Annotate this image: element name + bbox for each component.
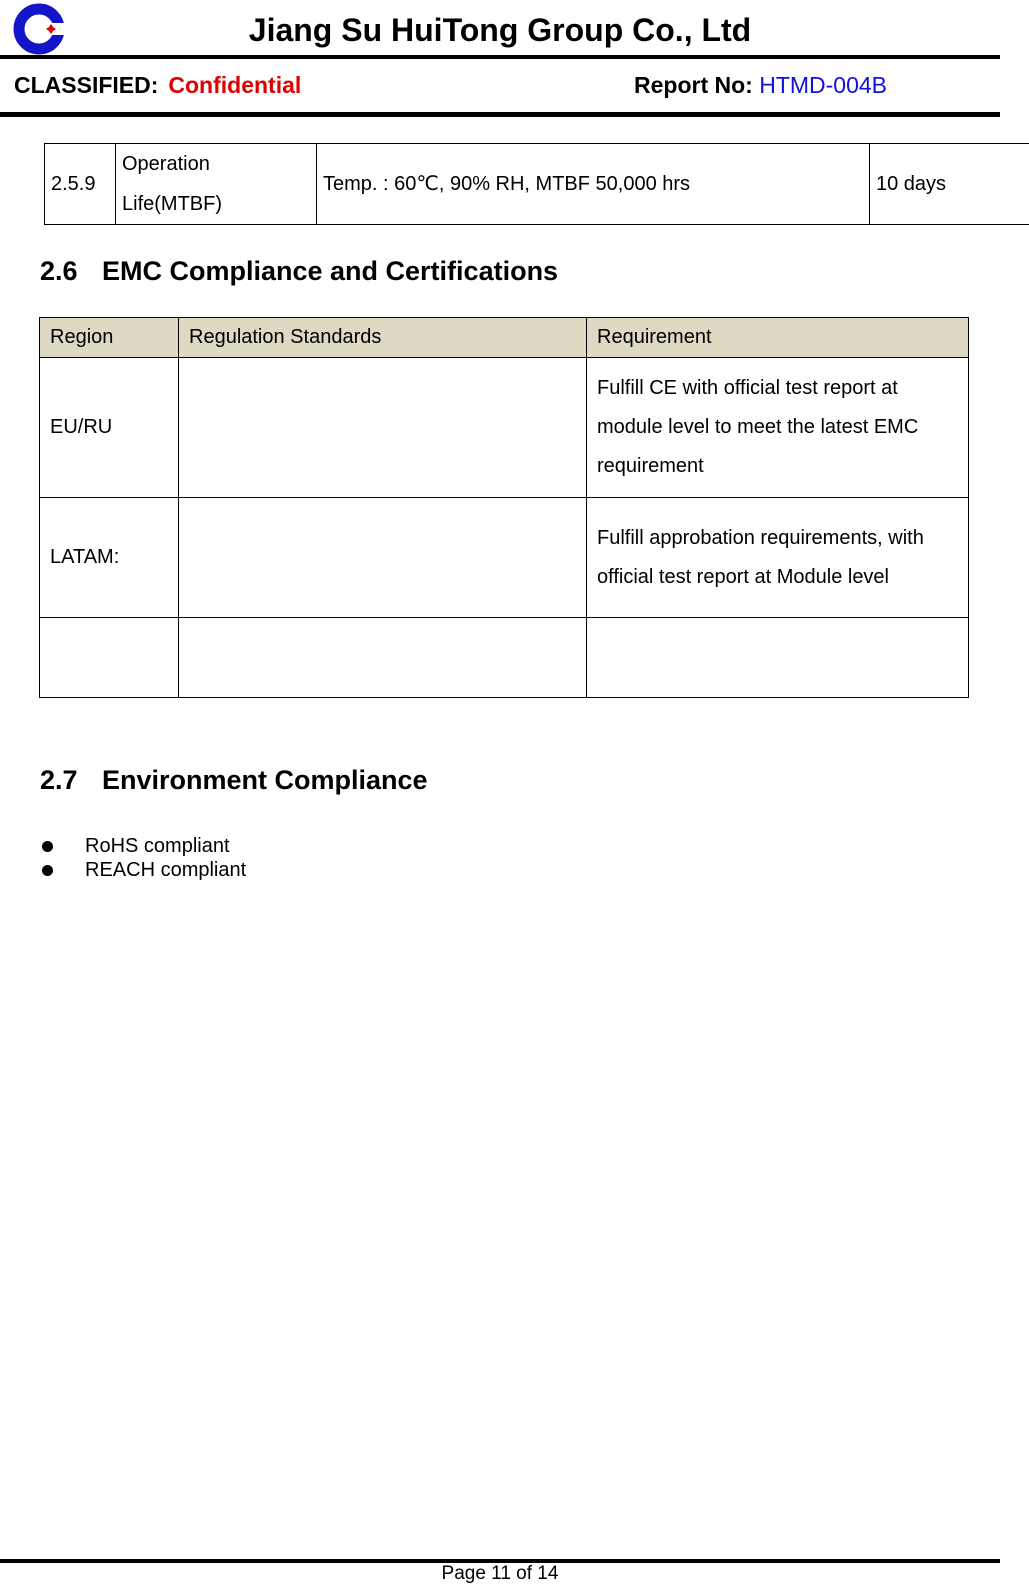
region-cell <box>40 618 179 698</box>
standards-cell <box>179 618 587 698</box>
company-name: Jiang Su HuiTong Group Co., Ltd <box>248 12 752 48</box>
reliability-table <box>44 143 1029 225</box>
page-number: Page 11 of 14 <box>441 1563 559 1584</box>
region-cell: EU/RU <box>40 358 179 498</box>
compliance-list <box>40 834 246 882</box>
list-item-text: REACH compliant <box>85 858 247 881</box>
test-cell <box>116 144 317 225</box>
standards-cell <box>179 498 587 618</box>
list-item-text: RoHS compliant <box>85 834 230 857</box>
duration-cell: 10 days <box>870 144 1029 225</box>
section-number: 2.7 <box>40 765 78 795</box>
standards-cell <box>179 358 587 498</box>
column-header-region: Region <box>40 318 179 358</box>
header-rule-bottom <box>0 112 1000 117</box>
column-header-standards: Regulation Standards <box>179 318 587 358</box>
test-line-1: Operation <box>122 153 210 175</box>
table-row <box>40 498 969 618</box>
column-header-requirement: Requirement <box>587 318 969 358</box>
requirement-cell: Fulfill CE with official test report at module level to meet the latest EMC requirement <box>587 358 969 498</box>
classified-value: Confidential <box>168 72 302 98</box>
table-row <box>40 358 969 498</box>
section-heading-emc <box>40 256 558 287</box>
item-cell: 2.5.9 <box>45 144 116 225</box>
section-title: Environment Compliance <box>102 765 428 795</box>
table-row <box>45 144 1029 225</box>
requirement-cell: Fulfill approbation requirements, with official test report at Module level <box>587 498 969 618</box>
table-row <box>40 618 969 698</box>
emc-table <box>39 317 969 698</box>
region-cell: LATAM: <box>40 498 179 618</box>
classified-label: CLASSIFIED: <box>14 72 159 98</box>
section-number: 2.6 <box>40 256 78 286</box>
report-label: Report No: <box>634 72 753 98</box>
bullet-icon <box>42 841 53 852</box>
table-header-row <box>40 318 969 358</box>
header-rule-top <box>0 55 1000 59</box>
test-line-2: Life(MTBF) <box>122 193 222 215</box>
section-heading-environment <box>40 765 428 796</box>
section-title: EMC Compliance and Certifications <box>102 256 559 286</box>
condition-cell: Temp. : 60℃, 90% RH, MTBF 50,000 hrs <box>317 144 870 225</box>
classification <box>14 72 301 99</box>
list-item <box>40 834 246 858</box>
bullet-icon <box>42 865 53 876</box>
requirement-cell <box>587 618 969 698</box>
list-item <box>40 858 246 882</box>
report-value: HTMD-004B <box>759 72 888 98</box>
report-number <box>634 72 887 99</box>
